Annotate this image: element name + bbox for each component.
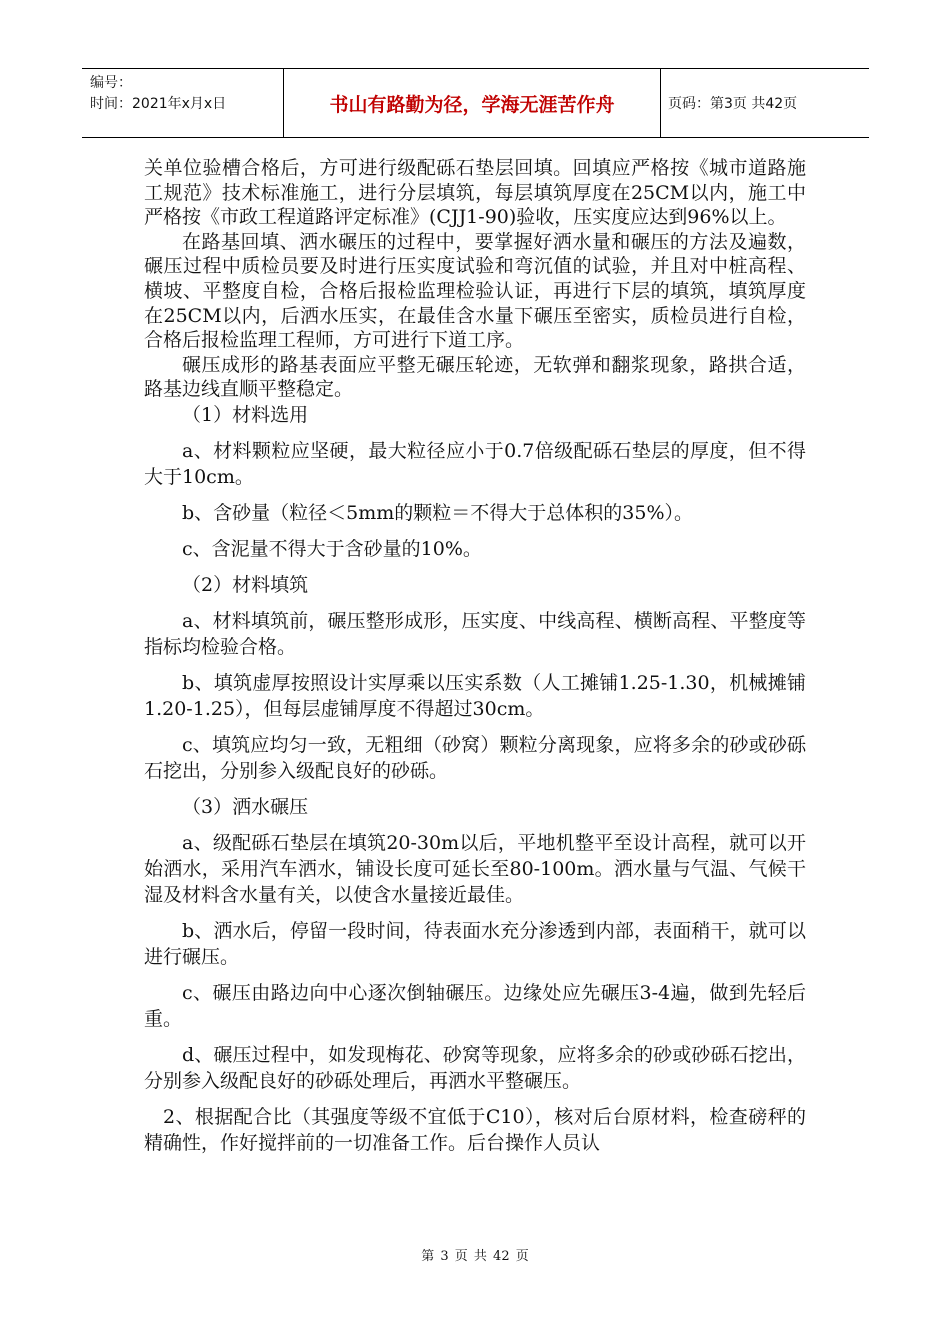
page-footer: 第 3 页 共 42 页 xyxy=(421,1249,529,1264)
paragraph: 关单位验槽合格后，方可进行级配砾石垫层回填。回填应严格按《城市道路施工规范》技术标准施工，进行分层填筑，每层填筑厚度在25CM以内，施工中严格按《市政工程道路评定标准》(CJJ1-90)验收，压实度应达到96%以上。 xyxy=(144,157,806,229)
serial-label: 编号： xyxy=(90,75,132,91)
paragraph: c、含泥量不得大于含砂量的10%。 xyxy=(182,537,482,560)
header-motto: 书山有路勤为径，学海无涯苦作舟 xyxy=(284,69,661,137)
paragraph: 2、根据配合比（其强度等级不宜低于C10），核对后台原材料，检查磅秤的精确性，作好搅拌前的一切准备工作。后台操作人员认 xyxy=(144,1105,806,1154)
paragraph: a、材料颗粒应坚硬，最大粒径应小于0.7倍级配砾石垫层的厚度，但不得大于10cm。 xyxy=(144,439,806,488)
section-heading: （1）材料选用 xyxy=(182,403,309,426)
paragraph: 碾压成形的路基表面应平整无碾压轮迹，无软弹和翻浆现象，路拱合适，路基边线直顺平整稳定。 xyxy=(144,353,806,401)
page-header xyxy=(82,68,869,138)
paragraph: d、碾压过程中，如发现梅花、砂窝等现象，应将多余的砂或砂砾石挖出，分别参入级配良好的砂砾处理后，再洒水平整碾压。 xyxy=(144,1043,806,1092)
paragraph: a、级配砾石垫层在填筑20-30m以后，平地机整平至设计高程，就可以开始洒水，采用汽车洒水，铺设长度可延长至80-100m。洒水量与气温、气候干湿及材料含水量有关，以使含水量接近最佳。 xyxy=(144,831,806,906)
time-label: 时间：2021年x月x日 xyxy=(90,96,227,112)
document-body xyxy=(144,156,806,1156)
section-heading: （3）洒水碾压 xyxy=(182,795,309,818)
paragraph: b、含砂量（粒径＜5mm的颗粒＝不得大于总体积的35%）。 xyxy=(182,501,694,524)
paragraph: b、洒水后，停留一段时间，待表面水充分渗透到内部，表面稍干，就可以进行碾压。 xyxy=(144,919,806,968)
paragraph: 在路基回填、洒水碾压的过程中，要掌握好洒水量和碾压的方法及遍数，碾压过程中质检员要及时进行压实度试验和弯沉值的试验，并且对中桩高程、横坡、平整度自检，合格后报检监理检验认证，再进行下层的填筑，填筑厚度在25CM以内，后洒水压实，在最佳含水量下碾压至密实，质检员进行自检，合格后报检监理工程师，方可进行下道工序。 xyxy=(144,230,806,352)
paragraph: c、碾压由路边向中心逐次倒轴碾压。边缘处应先碾压3-4遍，做到先轻后重。 xyxy=(144,981,806,1030)
paragraph: b、填筑虚厚按照设计实厚乘以压实系数（人工摊铺1.25-1.30，机械摊铺1.20-1.25），但每层虚铺厚度不得超过30cm。 xyxy=(144,671,806,720)
header-meta xyxy=(82,69,284,137)
paragraph: a、材料填筑前，碾压整形成形，压实度、中线高程、横断高程、平整度等指标均检验合格。 xyxy=(144,609,806,658)
paragraph: c、填筑应均匀一致，无粗细（砂窝）颗粒分离现象，应将多余的砂或砂砾石挖出，分别参入级配良好的砂砾。 xyxy=(144,733,806,782)
header-page-info: 页码：第3页 共42页 xyxy=(668,96,798,112)
section-heading: （2）材料填筑 xyxy=(182,573,309,596)
